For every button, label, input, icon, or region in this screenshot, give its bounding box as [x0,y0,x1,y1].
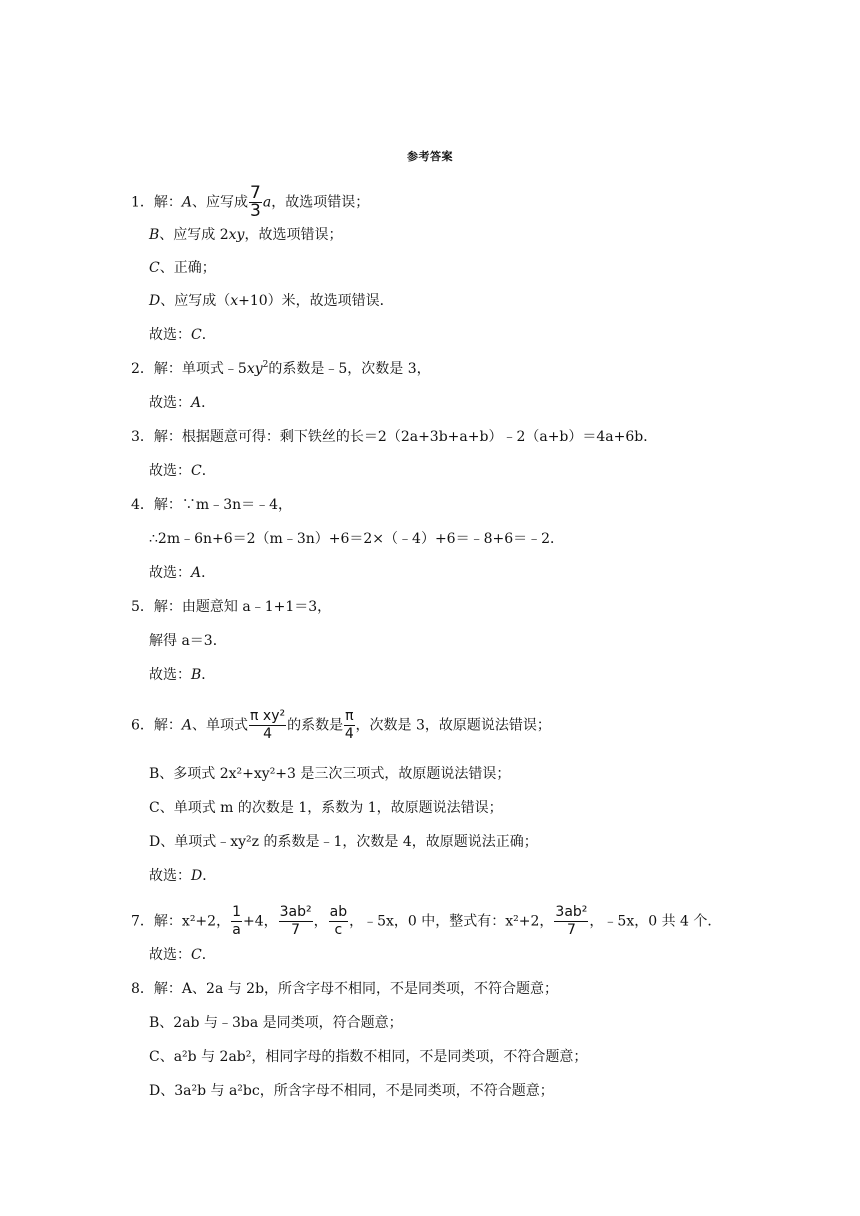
text: 解：x²+2， [153,913,231,930]
option-b: B [149,227,160,243]
fraction-7-3 [249,185,262,220]
text: ． [201,565,216,581]
answer-6-line-2 [149,765,510,783]
answer-3-choice [149,462,216,480]
answer-4-line-1 [131,496,292,514]
fraction-3ab2-over-7 [279,904,313,939]
fraction-pi-over-4 [344,708,354,743]
variable: xy [246,361,263,377]
denominator: 7 [566,922,576,938]
answer-1-line-1 [131,185,369,220]
numerator: 7 [250,183,261,203]
text: 故选： [149,463,191,479]
answer-5-line-2 [149,632,227,650]
text: 故选： [149,868,191,884]
denominator: 3 [250,201,261,221]
answer-8-number: 8． [131,981,154,997]
answer-7-number: 7． [131,913,154,930]
text: ． [201,947,216,963]
answer-6-line-4 [149,833,538,851]
answer-3-line-1 [131,428,657,446]
answer-6-line-3 [149,799,503,817]
answer-8-line-1 [131,980,558,998]
text: 解：根据题意可得：剩下铁丝的长＝2（2a+3b+a+b）﹣2（a+b）＝4a+6b． [153,429,658,445]
text: ． [201,667,216,683]
answer-7-line-1 [131,904,721,939]
answer-6-choice [149,867,216,885]
fraction-1-over-a [231,904,242,939]
numerator: 3ab² [279,904,312,920]
fraction-3ab2-over-7-b [554,904,588,939]
text: 故选： [149,565,191,581]
denominator: 4 [344,726,354,742]
text: C、单项式 m 的次数是 1，系数为 1，故原题说法错误； [149,800,503,816]
answer-1-line-3 [149,259,216,277]
answer-1-line-2 [149,226,342,244]
text: 的系数是 [287,717,344,734]
variable: a [262,194,272,211]
answer-5-number: 5． [131,599,154,615]
text: ，故选项错误； [271,194,370,211]
denominator: 4 [263,726,273,742]
answer-letter: C [191,327,202,343]
option-c: C [149,260,160,276]
text: 解： [153,194,182,211]
text: 解：单项式﹣5 [153,361,247,377]
answer-2-choice [149,394,215,412]
text: ，次数是 3，故原题说法错误； [355,717,551,734]
text: 解：由题意知 a﹣1+1＝3， [153,599,332,615]
answer-letter: C [191,463,202,479]
text: ． [201,395,216,411]
answer-5-line-1 [131,598,331,616]
text: ，故选项错误； [244,227,343,243]
answer-1-choice [149,326,216,344]
numerator: ab [329,904,348,920]
denominator: 7 [291,922,301,938]
text: +4， [243,913,278,930]
text: D、3a²b 与 a²bc，所含字母不相同，不是同类项，不符合题意； [149,1083,554,1099]
answer-8-line-3 [149,1048,587,1066]
text: 解：∵m﹣3n＝﹣4， [153,497,293,513]
text: 解： [153,717,182,734]
text: 、应写成 [192,194,249,211]
answer-2-line-1 [131,360,431,378]
text: ． [201,463,216,479]
numerator: π [345,708,354,724]
text: 解得 a＝3． [149,633,227,649]
text: ∴2m﹣6n+6＝2（m﹣3n）+6＝2×（﹣4）+6＝﹣8+6＝﹣2． [149,531,565,547]
text: ． [201,327,216,343]
text: 故选： [149,327,191,343]
answer-letter: A [191,395,202,411]
fraction-pi-xy2-over-4 [249,708,286,743]
answer-6-number: 6． [131,717,154,734]
text: 故选： [149,947,191,963]
option-d: D [149,293,161,309]
answer-5-choice [149,666,215,684]
answer-6-line-1 [131,708,551,743]
answer-letter: B [191,667,202,683]
text: +10）米，故选项错误． [238,293,394,309]
numerator: 1 [232,904,241,920]
text: 故选： [149,395,191,411]
text: 、单项式 [192,717,249,734]
variable: xy [228,227,245,243]
denominator: a [232,922,241,938]
text: 、正确； [159,260,216,276]
numerator: 3ab² [555,904,588,920]
text: 、应写成（ [160,293,231,309]
text: 故选： [149,667,191,683]
denominator: c [334,922,343,938]
answer-3-number: 3． [131,429,154,445]
answer-1-number: 1． [131,194,154,211]
page-title: 参考答案 [407,150,453,163]
text: 的系数是﹣5，次数是 3， [268,361,431,377]
fraction-ab-over-c [329,904,348,939]
text: C、a²b 与 2ab²，相同字母的指数不相同，不是同类项，不符合题意； [149,1049,588,1065]
answer-4-number: 4． [131,497,154,513]
variable: x [230,293,239,309]
answer-8-line-4 [149,1082,554,1100]
answer-4-line-2 [149,530,564,548]
answer-letter: A [191,565,202,581]
text: 解：A、2a 与 2b，所含字母不相同，不是同类项，不符合题意； [153,981,559,997]
answer-2-number: 2． [131,361,154,377]
answer-1-line-4 [149,292,394,310]
text: 、应写成 2 [159,227,229,243]
text: B、2ab 与﹣3ba 是同类项，符合题意； [149,1015,403,1031]
answer-letter: C [191,947,202,963]
text: D、单项式﹣xy²z 的系数是﹣1，次数是 4，故原题说法正确； [149,834,538,850]
answer-4-choice [149,564,215,582]
answer-8-line-2 [149,1014,403,1032]
option-a: A [181,717,193,734]
answer-7-choice [149,946,216,964]
text: ，﹣5x，0 中，整式有：x²+2， [349,913,554,930]
option-a: A [181,194,193,211]
text: B、多项式 2x²+xy²+3 是三次三项式，故原题说法错误； [149,766,511,782]
numerator: π xy² [250,708,286,724]
exponent: 2 [262,360,269,370]
text: ， [313,913,328,930]
text: ，﹣5x，0 共 4 个． [589,913,722,930]
text: ． [202,868,217,884]
answer-letter: D [191,868,203,884]
